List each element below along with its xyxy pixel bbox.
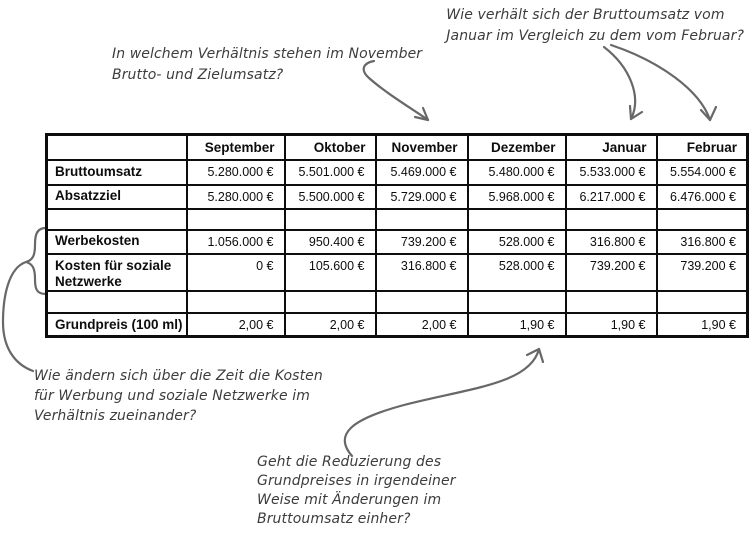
row-label: Kosten für soziale Netzwerke: [47, 254, 187, 291]
table-row-empty: [47, 291, 748, 313]
cost-rows-brace: [3, 228, 46, 371]
question-line: Januar im Vergleich zu dem vom Februar?: [446, 28, 744, 44]
cell: 6.217.000 €: [566, 185, 657, 209]
cell: [376, 291, 468, 313]
table-row-absatzziel: [47, 185, 748, 209]
cell: [285, 209, 376, 230]
cell: [468, 291, 566, 313]
cell: 5.501.000 €: [285, 160, 376, 185]
table-row-grundpreis: [47, 313, 748, 337]
question-line: Brutto- und Zielumsatz?: [112, 67, 284, 83]
question-november-ratio: [112, 44, 422, 86]
cell: 5.968.000 €: [468, 185, 566, 209]
cell: 2,00 €: [376, 313, 468, 337]
cell: [285, 291, 376, 313]
table-row-bruttoumsatz: [47, 160, 748, 185]
table-header-row: [47, 135, 748, 160]
cell: 0 €: [187, 254, 285, 291]
question-cost-ratio: [34, 366, 323, 426]
cell: 739.200 €: [657, 254, 748, 291]
row-label: Grundpreis (100 ml): [47, 313, 187, 337]
cell: 1,90 €: [657, 313, 748, 337]
question-line: Grundpreises in irgendeiner: [257, 473, 456, 489]
question-line: In welchem Verhältnis stehen im November: [112, 46, 423, 62]
cell: [657, 291, 748, 313]
cell: 1,90 €: [566, 313, 657, 337]
column-header-september: September: [187, 135, 285, 160]
question-line: Verhältnis zueinander?: [34, 408, 197, 424]
column-header-november: November: [376, 135, 468, 160]
cell: 1.056.000 €: [187, 230, 285, 254]
question-line: Wie ändern sich über die Zeit die Kosten: [34, 368, 323, 384]
row-label: Absatzziel: [47, 185, 187, 209]
cell: [468, 209, 566, 230]
row-label: Werbekosten: [47, 230, 187, 254]
cell: 1,90 €: [468, 313, 566, 337]
table-row-werbekosten: [47, 230, 748, 254]
question-line: Bruttoumsatz einher?: [257, 511, 411, 527]
sales-data-table: [45, 133, 749, 338]
cell: [566, 291, 657, 313]
cell: 528.000 €: [468, 230, 566, 254]
cell: 5.480.000 €: [468, 160, 566, 185]
cell: [566, 209, 657, 230]
corner-cell: [47, 135, 187, 160]
table-row-soziale-netzwerke: [47, 254, 748, 291]
cell: 5.469.000 €: [376, 160, 468, 185]
question-line: Weise mit Änderungen im: [257, 492, 442, 508]
question-price-reduction: [257, 453, 456, 529]
row-label: [47, 291, 187, 313]
column-header-dezember: Dezember: [468, 135, 566, 160]
cell: 5.280.000 €: [187, 160, 285, 185]
cell: 6.476.000 €: [657, 185, 748, 209]
arrow-to-grundpreis-icon: [345, 349, 543, 456]
cell: 5.500.000 €: [285, 185, 376, 209]
cell: 2,00 €: [285, 313, 376, 337]
column-header-februar: Februar: [657, 135, 748, 160]
table-row-empty: [47, 209, 748, 230]
cell: 950.400 €: [285, 230, 376, 254]
question-line: Geht die Reduzierung des: [257, 454, 442, 470]
cell: [187, 209, 285, 230]
cell: 528.000 €: [468, 254, 566, 291]
cell: 105.600 €: [285, 254, 376, 291]
question-line: Wie verhält sich der Bruttoumsatz vom: [446, 7, 725, 23]
question-jan-feb-comparison: [446, 5, 744, 47]
column-header-januar: Januar: [566, 135, 657, 160]
cell: [657, 209, 748, 230]
cell: [376, 209, 468, 230]
cell: 739.200 €: [566, 254, 657, 291]
row-label: [47, 209, 187, 230]
cell: 316.800 €: [566, 230, 657, 254]
cell: 316.800 €: [657, 230, 748, 254]
arrow-to-januar-icon: [604, 47, 642, 119]
question-line: für Werbung und soziale Netzwerke im: [34, 388, 310, 404]
cell: 739.200 €: [376, 230, 468, 254]
row-label: Bruttoumsatz: [47, 160, 187, 185]
column-header-oktober: Oktober: [285, 135, 376, 160]
cell: 5.533.000 €: [566, 160, 657, 185]
cell: [187, 291, 285, 313]
cell: 316.800 €: [376, 254, 468, 291]
cell: 5.554.000 €: [657, 160, 748, 185]
cell: 5.729.000 €: [376, 185, 468, 209]
arrow-to-februar-icon: [611, 45, 716, 120]
cell: 2,00 €: [187, 313, 285, 337]
cell: 5.280.000 €: [187, 185, 285, 209]
